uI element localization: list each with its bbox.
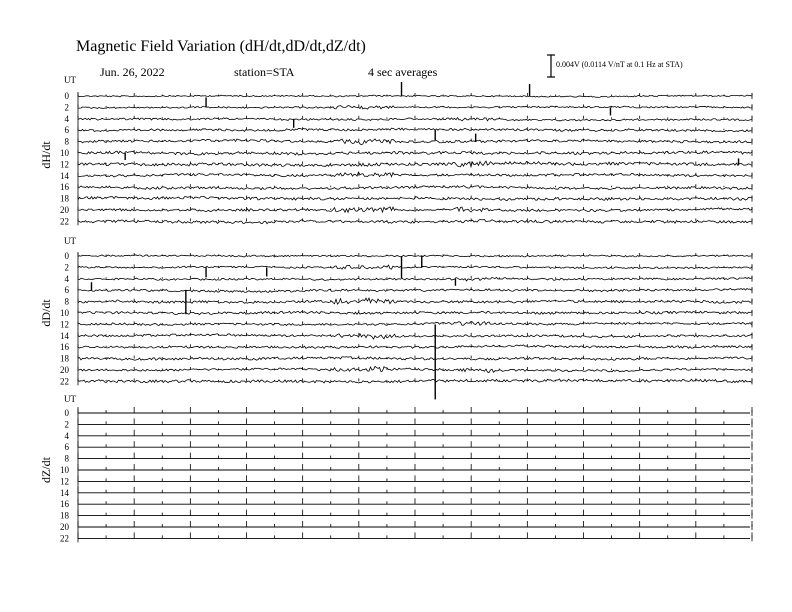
panel-ylabel: dD/dt	[39, 299, 53, 327]
ut-hour-label: 6	[64, 125, 69, 136]
ut-hour-label: 22	[60, 533, 69, 544]
ut-hour-label: 12	[60, 159, 69, 170]
panel-ylabel: dZ/dt	[39, 457, 53, 483]
ut-hour-label: 8	[64, 136, 69, 147]
ut-hour-label: 16	[60, 182, 69, 193]
ut-hour-label: 22	[60, 216, 69, 227]
ut-hour-label: 18	[60, 193, 69, 204]
ut-hour-label: 14	[60, 330, 69, 341]
ut-hour-label: 2	[64, 419, 69, 430]
ut-hour-label: 14	[60, 487, 69, 498]
ut-hour-label: 10	[60, 465, 69, 475]
ut-hour-label: 10	[60, 148, 69, 158]
ut-hour-label: 0	[64, 251, 69, 261]
ut-axis-label: UT	[64, 394, 76, 404]
ut-axis-label: UT	[64, 236, 76, 246]
ut-hour-label: 8	[64, 296, 69, 307]
ut-hour-label: 0	[64, 91, 69, 101]
station-label: station=STA	[234, 65, 295, 79]
scale-note: 0.004V (0.0114 V/nT at 0.1 Hz at STA)	[556, 60, 683, 69]
ut-hour-label: 20	[60, 365, 69, 375]
ut-hour-label: 22	[60, 376, 69, 387]
ut-hour-label: 20	[60, 205, 69, 215]
ut-hour-label: 12	[60, 319, 69, 330]
chart-title: Magnetic Field Variation (dH/dt,dD/dt,dZ/dt)	[76, 38, 366, 55]
ut-hour-label: 14	[60, 170, 69, 181]
ut-hour-label: 4	[64, 113, 69, 124]
date-label: Jun. 26, 2022	[100, 65, 165, 79]
ut-hour-label: 2	[64, 262, 69, 273]
averaging-label: 4 sec averages	[368, 65, 438, 79]
ut-hour-label: 18	[60, 510, 69, 521]
ut-hour-label: 4	[64, 430, 69, 441]
ut-hour-label: 0	[64, 408, 69, 418]
panel-dD-dt	[39, 236, 752, 399]
ut-axis-label: UT	[64, 75, 76, 85]
ut-hour-label: 4	[64, 273, 69, 284]
panel-ylabel: dH/dt	[39, 141, 53, 169]
ut-hour-label: 2	[64, 102, 69, 113]
scale-bar-icon	[547, 55, 555, 77]
ut-hour-label: 16	[60, 499, 69, 510]
ut-hour-label: 6	[64, 285, 69, 296]
ut-hour-label: 20	[60, 522, 69, 532]
panel-dH-dt	[39, 75, 752, 226]
panel-dZ-dt	[39, 394, 752, 543]
ut-hour-label: 18	[60, 353, 69, 364]
ut-hour-label: 12	[60, 476, 69, 487]
ut-hour-label: 16	[60, 342, 69, 353]
ut-hour-label: 10	[60, 308, 69, 318]
ut-hour-label: 6	[64, 442, 69, 453]
ut-hour-label: 8	[64, 453, 69, 464]
